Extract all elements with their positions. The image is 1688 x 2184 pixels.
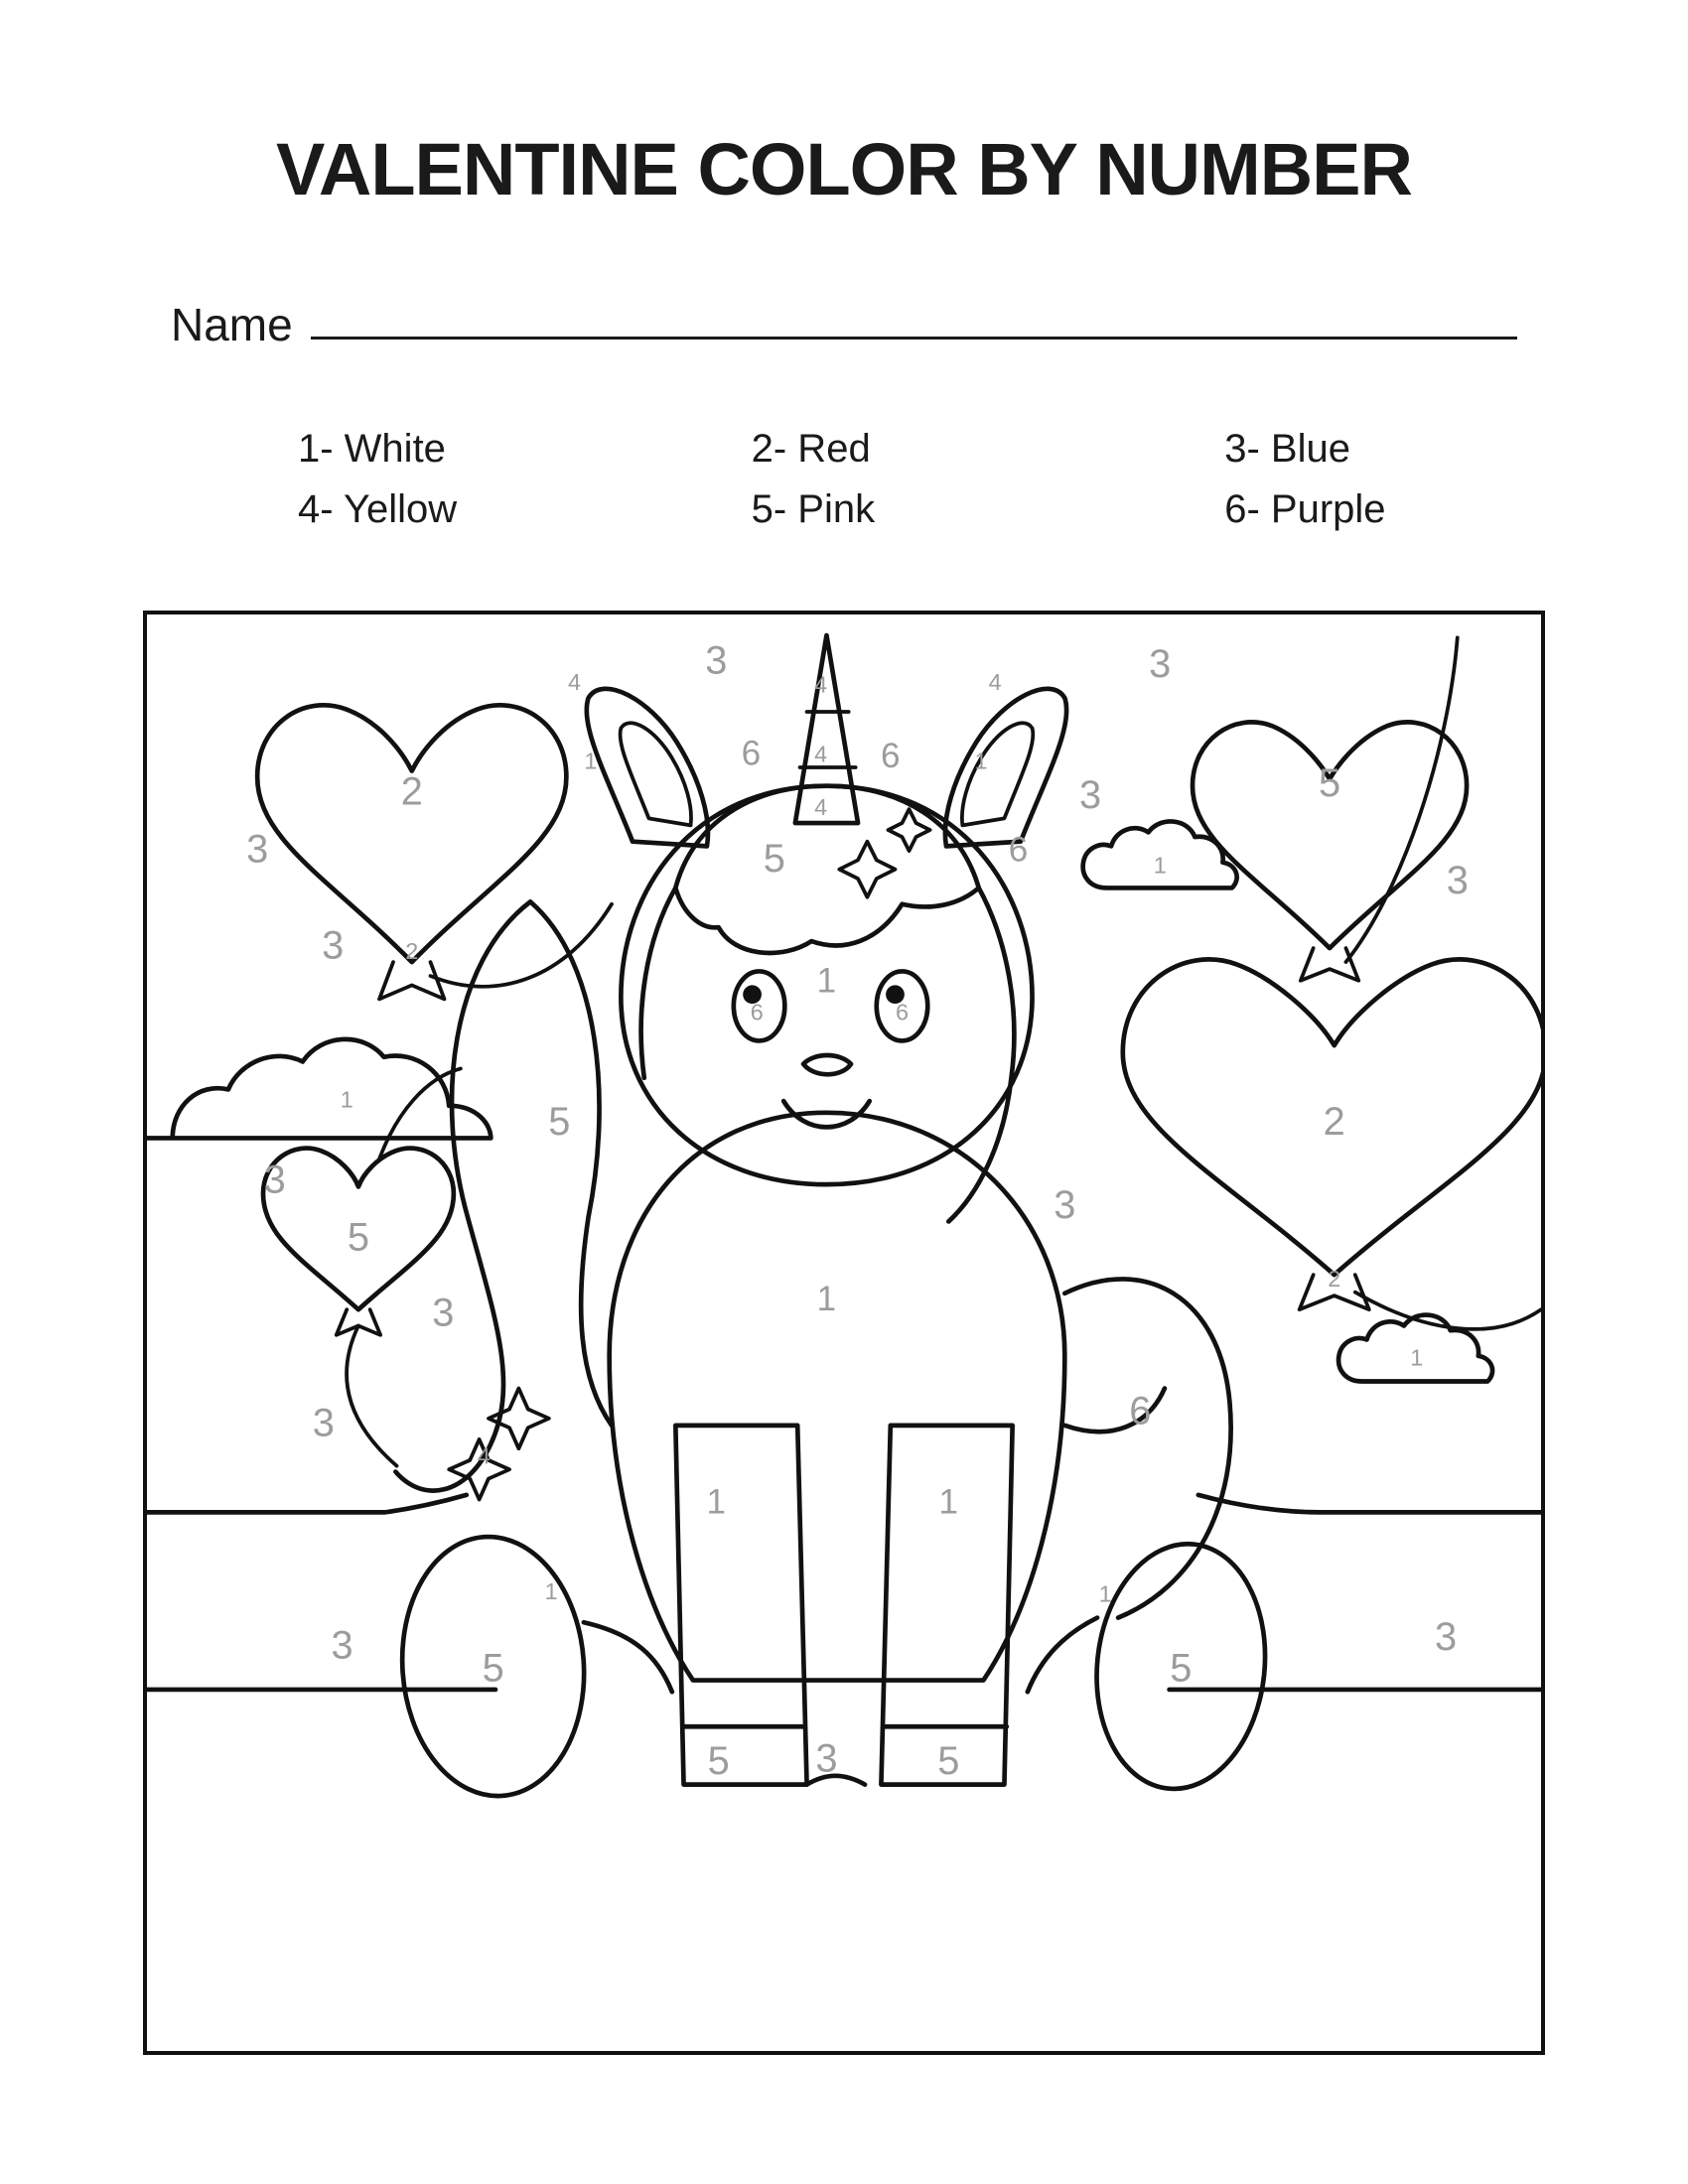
legend-item-6: 6- Purple (1224, 487, 1386, 531)
coloring-canvas[interactable] (143, 611, 1545, 2055)
svg-text:3: 3 (432, 1291, 455, 1335)
svg-text:3: 3 (246, 827, 269, 872)
svg-text:1: 1 (544, 1578, 558, 1605)
unicorn-leg-left (675, 1426, 806, 1785)
svg-text:4: 4 (814, 671, 828, 698)
legend-item-3: 3- Blue (1224, 427, 1350, 471)
legend-row (238, 487, 1450, 532)
svg-text:4: 4 (814, 794, 828, 821)
svg-text:5: 5 (707, 1739, 730, 1784)
svg-text:6: 6 (750, 999, 764, 1025)
unicorn-tail-right (1064, 1279, 1230, 1617)
svg-text:3: 3 (331, 1623, 353, 1668)
svg-text:3: 3 (705, 638, 728, 683)
svg-text:5: 5 (937, 1739, 960, 1784)
svg-text:2: 2 (405, 937, 419, 964)
svg-text:4: 4 (814, 741, 828, 767)
svg-text:1: 1 (816, 961, 837, 1001)
legend-row (238, 427, 1450, 472)
unicorn-foot-left (393, 1531, 671, 1802)
svg-text:1: 1 (938, 1482, 959, 1522)
svg-text:4: 4 (477, 1442, 491, 1469)
svg-text:6: 6 (741, 734, 762, 773)
svg-text:5: 5 (347, 1215, 370, 1260)
unicorn-ear-left (587, 689, 708, 847)
svg-text:2: 2 (400, 769, 423, 814)
svg-text:1: 1 (340, 1086, 353, 1113)
unicorn-leg-right (881, 1426, 1012, 1785)
svg-text:4: 4 (568, 669, 582, 696)
svg-text:5: 5 (548, 1099, 571, 1144)
svg-text:6: 6 (1129, 1389, 1152, 1433)
svg-text:3: 3 (1434, 1615, 1458, 1660)
heart-balloon-top-right (1193, 637, 1467, 980)
unicorn-ear-right (945, 689, 1066, 847)
svg-text:2: 2 (1323, 1099, 1345, 1144)
svg-text:6: 6 (881, 736, 901, 775)
svg-text:5: 5 (1170, 1646, 1193, 1691)
svg-text:5: 5 (763, 837, 785, 882)
svg-text:4: 4 (988, 669, 1002, 696)
color-legend (238, 427, 1450, 548)
svg-text:1: 1 (706, 1482, 727, 1522)
name-field-row (171, 288, 1517, 350)
cloud-left (147, 1039, 491, 1139)
legend-item-1: 1- White (298, 427, 446, 471)
svg-text:1: 1 (974, 748, 988, 774)
sparkle-tail (449, 1389, 549, 1500)
svg-text:3: 3 (1149, 642, 1172, 686)
legend-item-4: 4- Yellow (298, 487, 458, 531)
svg-text:1: 1 (1153, 852, 1167, 879)
svg-text:3: 3 (1078, 772, 1102, 817)
svg-text:3: 3 (263, 1158, 286, 1202)
svg-text:5: 5 (1318, 761, 1341, 806)
svg-text:3: 3 (1446, 859, 1469, 903)
name-input-line[interactable] (311, 337, 1517, 340)
svg-text:1: 1 (816, 1280, 837, 1319)
svg-text:3: 3 (1054, 1183, 1076, 1227)
svg-text:3: 3 (815, 1736, 838, 1781)
svg-text:3: 3 (322, 923, 345, 968)
svg-text:3: 3 (312, 1401, 335, 1445)
svg-text:1: 1 (1098, 1580, 1112, 1607)
legend-item-5: 5- Pink (751, 487, 876, 531)
svg-text:1: 1 (1410, 1344, 1424, 1371)
name-label: Name (171, 299, 293, 350)
legend-item-2: 2- Red (751, 427, 871, 471)
heart-balloon-large-left (257, 705, 612, 999)
unicorn-scene (147, 614, 1541, 2051)
svg-text:2: 2 (1328, 1266, 1341, 1293)
svg-text:6: 6 (895, 999, 910, 1025)
page-title: VALENTINE COLOR BY NUMBER (276, 128, 1412, 210)
svg-text:1: 1 (584, 748, 598, 774)
unicorn-foot-right (1028, 1536, 1277, 1798)
svg-text:5: 5 (482, 1646, 504, 1691)
svg-text:6: 6 (1008, 830, 1029, 870)
heart-balloon-small-left (263, 1068, 461, 1465)
